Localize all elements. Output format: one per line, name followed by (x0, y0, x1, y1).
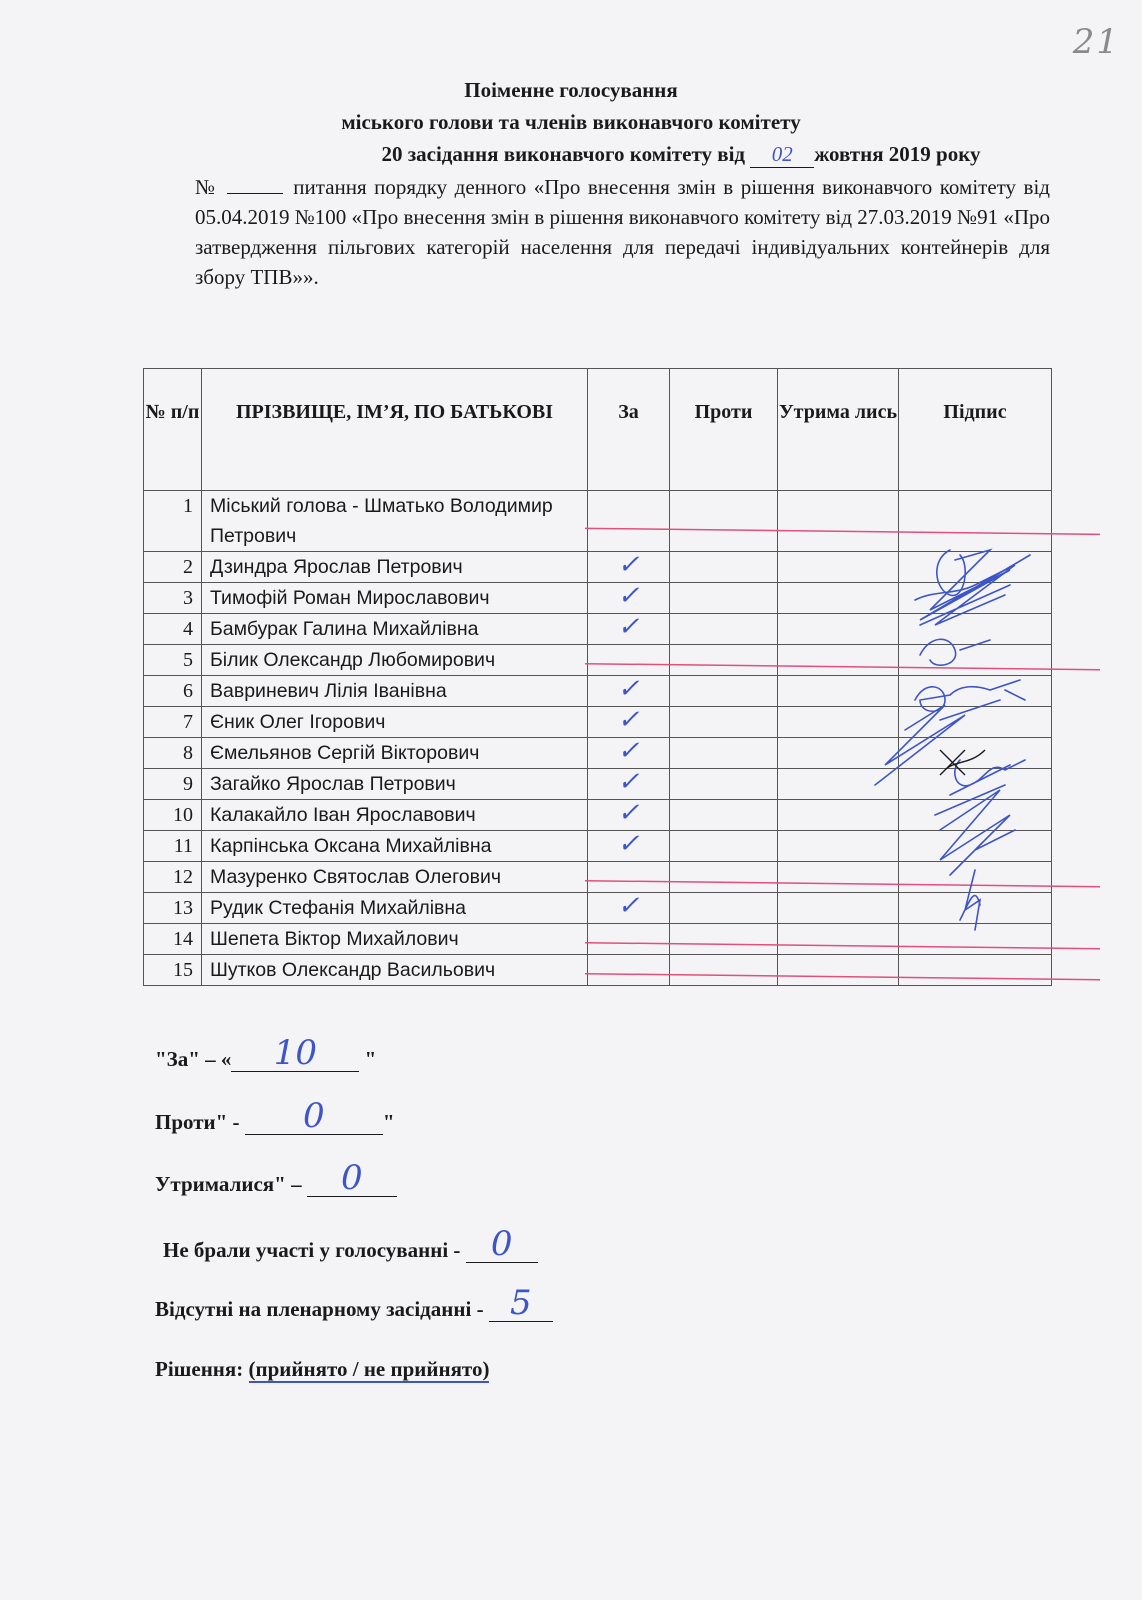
vote-against-cell (670, 862, 778, 893)
vote-against-cell (670, 924, 778, 955)
vote-for-cell (588, 738, 670, 769)
document-subtitle: міського голови та членів виконавчого комітету (341, 110, 801, 134)
table-row (144, 800, 1052, 831)
header-name: ПРІЗВИЩЕ, ІМ’Я, ПО БАТЬКОВІ (202, 369, 588, 491)
summary-no-vote-blank (466, 1224, 538, 1264)
header-abstain: Утрима лись (778, 369, 899, 491)
member-name: Рудик Стефанія Михайлівна (202, 893, 588, 924)
vote-abstain-cell (778, 769, 899, 800)
vote-abstain-cell (778, 800, 899, 831)
signature-cell (899, 583, 1052, 614)
vote-against-cell (670, 893, 778, 924)
summary-against-close: " (382, 1110, 395, 1134)
vote-abstain-cell (778, 738, 899, 769)
row-number: 11 (144, 831, 202, 862)
agenda-item (195, 172, 1050, 292)
checkmark-icon: ✓ (617, 550, 640, 579)
vote-abstain-cell (778, 862, 899, 893)
vote-abstain-cell (778, 955, 899, 986)
vote-for-cell (588, 862, 670, 893)
table-row (144, 924, 1052, 955)
summary-abstain (155, 1158, 397, 1198)
summary-for-value: 10 (273, 1033, 318, 1073)
header-num: № п/п (144, 369, 202, 491)
summary-against-blank (245, 1096, 383, 1136)
summary-abstain-value: 0 (341, 1158, 363, 1198)
signature-cell (899, 738, 1052, 769)
header-against: Проти (670, 369, 778, 491)
session-date: 02 (750, 142, 814, 168)
summary-absent-label: Відсутні на пленарному засіданні - (155, 1297, 484, 1321)
signature-cell (899, 924, 1052, 955)
session-line (110, 142, 1142, 168)
vote-for-cell (588, 893, 670, 924)
vote-for-cell (588, 583, 670, 614)
session-prefix: 20 засідання виконавчого комітету від (381, 142, 751, 166)
member-name: Дзиндра Ярослав Петрович (202, 552, 588, 583)
checkmark-icon: ✓ (617, 581, 640, 610)
signature-cell (899, 893, 1052, 924)
row-number: 15 (144, 955, 202, 986)
vote-for-cell (588, 552, 670, 583)
vote-against-cell (670, 552, 778, 583)
member-name: Тимофій Роман Мирославович (202, 583, 588, 614)
summary-for-blank (231, 1033, 359, 1073)
member-name: Загайко Ярослав Петрович (202, 769, 588, 800)
row-number: 2 (144, 552, 202, 583)
summary-abstain-label: Утрималися" – (155, 1172, 302, 1196)
table-row (144, 769, 1052, 800)
member-name: Мазуренко Святослав Олегович (202, 862, 588, 893)
checkmark-icon: ✓ (617, 829, 640, 858)
vote-abstain-cell (778, 491, 899, 552)
signature-cell (899, 676, 1052, 707)
table-row (144, 955, 1052, 986)
signature-cell (899, 645, 1052, 676)
checkmark-icon: ✓ (617, 674, 640, 703)
signature-cell (899, 491, 1052, 552)
decision-label: Рішення: (155, 1357, 244, 1381)
vote-for-cell (588, 955, 670, 986)
agenda-number-sign: № (195, 175, 218, 199)
member-name: Ємельянов Сергій Вікторович (202, 738, 588, 769)
summary-for-close: " (364, 1047, 377, 1071)
vote-for-cell (588, 707, 670, 738)
summary-against-label: Проти" - (155, 1110, 240, 1134)
row-number: 3 (144, 583, 202, 614)
summary-abstain-blank (307, 1158, 397, 1198)
table-row (144, 862, 1052, 893)
table-row (144, 831, 1052, 862)
vote-table (143, 368, 1052, 986)
checkmark-icon: ✓ (617, 891, 640, 920)
vote-against-cell (670, 955, 778, 986)
summary-no-vote-value: 0 (490, 1224, 513, 1264)
agenda-number-blank (227, 193, 283, 194)
member-name: Вавриневич Лілія Іванівна (202, 676, 588, 707)
table-row (144, 738, 1052, 769)
vote-abstain-cell (778, 831, 899, 862)
row-number: 5 (144, 645, 202, 676)
vote-abstain-cell (778, 707, 899, 738)
summary-absent (155, 1283, 553, 1323)
checkmark-icon: ✓ (617, 798, 640, 827)
table-header-row (144, 369, 1052, 491)
vote-against-cell (670, 583, 778, 614)
row-number: 12 (144, 862, 202, 893)
summary-no-vote-label: Не брали участі у голосуванні - (163, 1238, 461, 1262)
vote-against-cell (670, 800, 778, 831)
vote-abstain-cell (778, 676, 899, 707)
row-number: 7 (144, 707, 202, 738)
member-name: Міський голова - Шматько Володимир Петрович (202, 491, 588, 552)
vote-against-cell (670, 738, 778, 769)
summary-absent-value: 5 (510, 1283, 532, 1323)
member-name: Бамбурак Галина Михайлівна (202, 614, 588, 645)
vote-abstain-cell (778, 893, 899, 924)
vote-against-cell (670, 831, 778, 862)
vote-for-cell (588, 800, 670, 831)
vote-table-body (144, 491, 1052, 986)
table-row (144, 552, 1052, 583)
vote-for-cell (588, 645, 670, 676)
vote-against-cell (670, 645, 778, 676)
signature-cell (899, 831, 1052, 862)
session-suffix: жовтня 2019 року (814, 142, 981, 166)
signature-cell (899, 552, 1052, 583)
vote-abstain-cell (778, 614, 899, 645)
summary-no-vote (163, 1224, 538, 1264)
vote-abstain-cell (778, 583, 899, 614)
vote-for-cell (588, 491, 670, 552)
vote-abstain-cell (778, 924, 899, 955)
row-number: 13 (144, 893, 202, 924)
vote-for-cell (588, 831, 670, 862)
table-row (144, 614, 1052, 645)
agenda-text: питання порядку денного «Про внесення змін в рішення виконавчого комітету від 05.04.2019 №100 «Про внесення змін в рішення виконавчого комітету від 27.03.2019 №91 «Про затвердження пільгових категорій населення для передачі індивідуальних контейнерів для збору ТПВ»». (195, 175, 1050, 289)
header-for: За (588, 369, 670, 491)
vote-against-cell (670, 707, 778, 738)
summary-against (155, 1096, 395, 1136)
member-name: Білик Олександр Любомирович (202, 645, 588, 676)
signature-cell (899, 955, 1052, 986)
row-number: 6 (144, 676, 202, 707)
table-row (144, 645, 1052, 676)
vote-against-cell (670, 491, 778, 552)
document-title: Поіменне голосування (464, 78, 678, 102)
row-number: 9 (144, 769, 202, 800)
vote-abstain-cell (778, 552, 899, 583)
summary-for (155, 1033, 377, 1073)
summary-against-value: 0 (302, 1096, 325, 1136)
table-row (144, 893, 1052, 924)
table-row (144, 491, 1052, 552)
vote-for-cell (588, 769, 670, 800)
signature-cell (899, 614, 1052, 645)
header-signature: Підпис (899, 369, 1052, 491)
signature-cell (899, 800, 1052, 831)
checkmark-icon: ✓ (617, 705, 640, 734)
row-number: 10 (144, 800, 202, 831)
member-name: Шутков Олександр Васильович (202, 955, 588, 986)
summary-absent-blank (489, 1283, 553, 1323)
member-name: Калакайло Іван Ярославович (202, 800, 588, 831)
table-row (144, 707, 1052, 738)
row-number: 1 (144, 491, 202, 552)
vote-against-cell (670, 614, 778, 645)
checkmark-icon: ✓ (617, 736, 640, 765)
member-name: Єник Олег Ігорович (202, 707, 588, 738)
vote-abstain-cell (778, 645, 899, 676)
summary-for-label: "За" – « (155, 1047, 232, 1071)
summary-decision (155, 1357, 489, 1382)
vote-for-cell (588, 676, 670, 707)
signature-cell (899, 862, 1052, 893)
signature-cell (899, 707, 1052, 738)
decision-options: (прийнято / не прийнято) (248, 1357, 490, 1381)
checkmark-icon: ✓ (617, 612, 640, 641)
row-number: 4 (144, 614, 202, 645)
page-number: 21 (1072, 22, 1120, 62)
member-name: Шепета Віктор Михайлович (202, 924, 588, 955)
row-number: 8 (144, 738, 202, 769)
table-row (144, 676, 1052, 707)
table-row (144, 583, 1052, 614)
vote-against-cell (670, 769, 778, 800)
member-name: Карпінська Оксана Михайлівна (202, 831, 588, 862)
vote-for-cell (588, 614, 670, 645)
vote-against-cell (670, 676, 778, 707)
checkmark-icon: ✓ (617, 767, 640, 796)
row-number: 14 (144, 924, 202, 955)
vote-for-cell (588, 924, 670, 955)
signature-cell (899, 769, 1052, 800)
